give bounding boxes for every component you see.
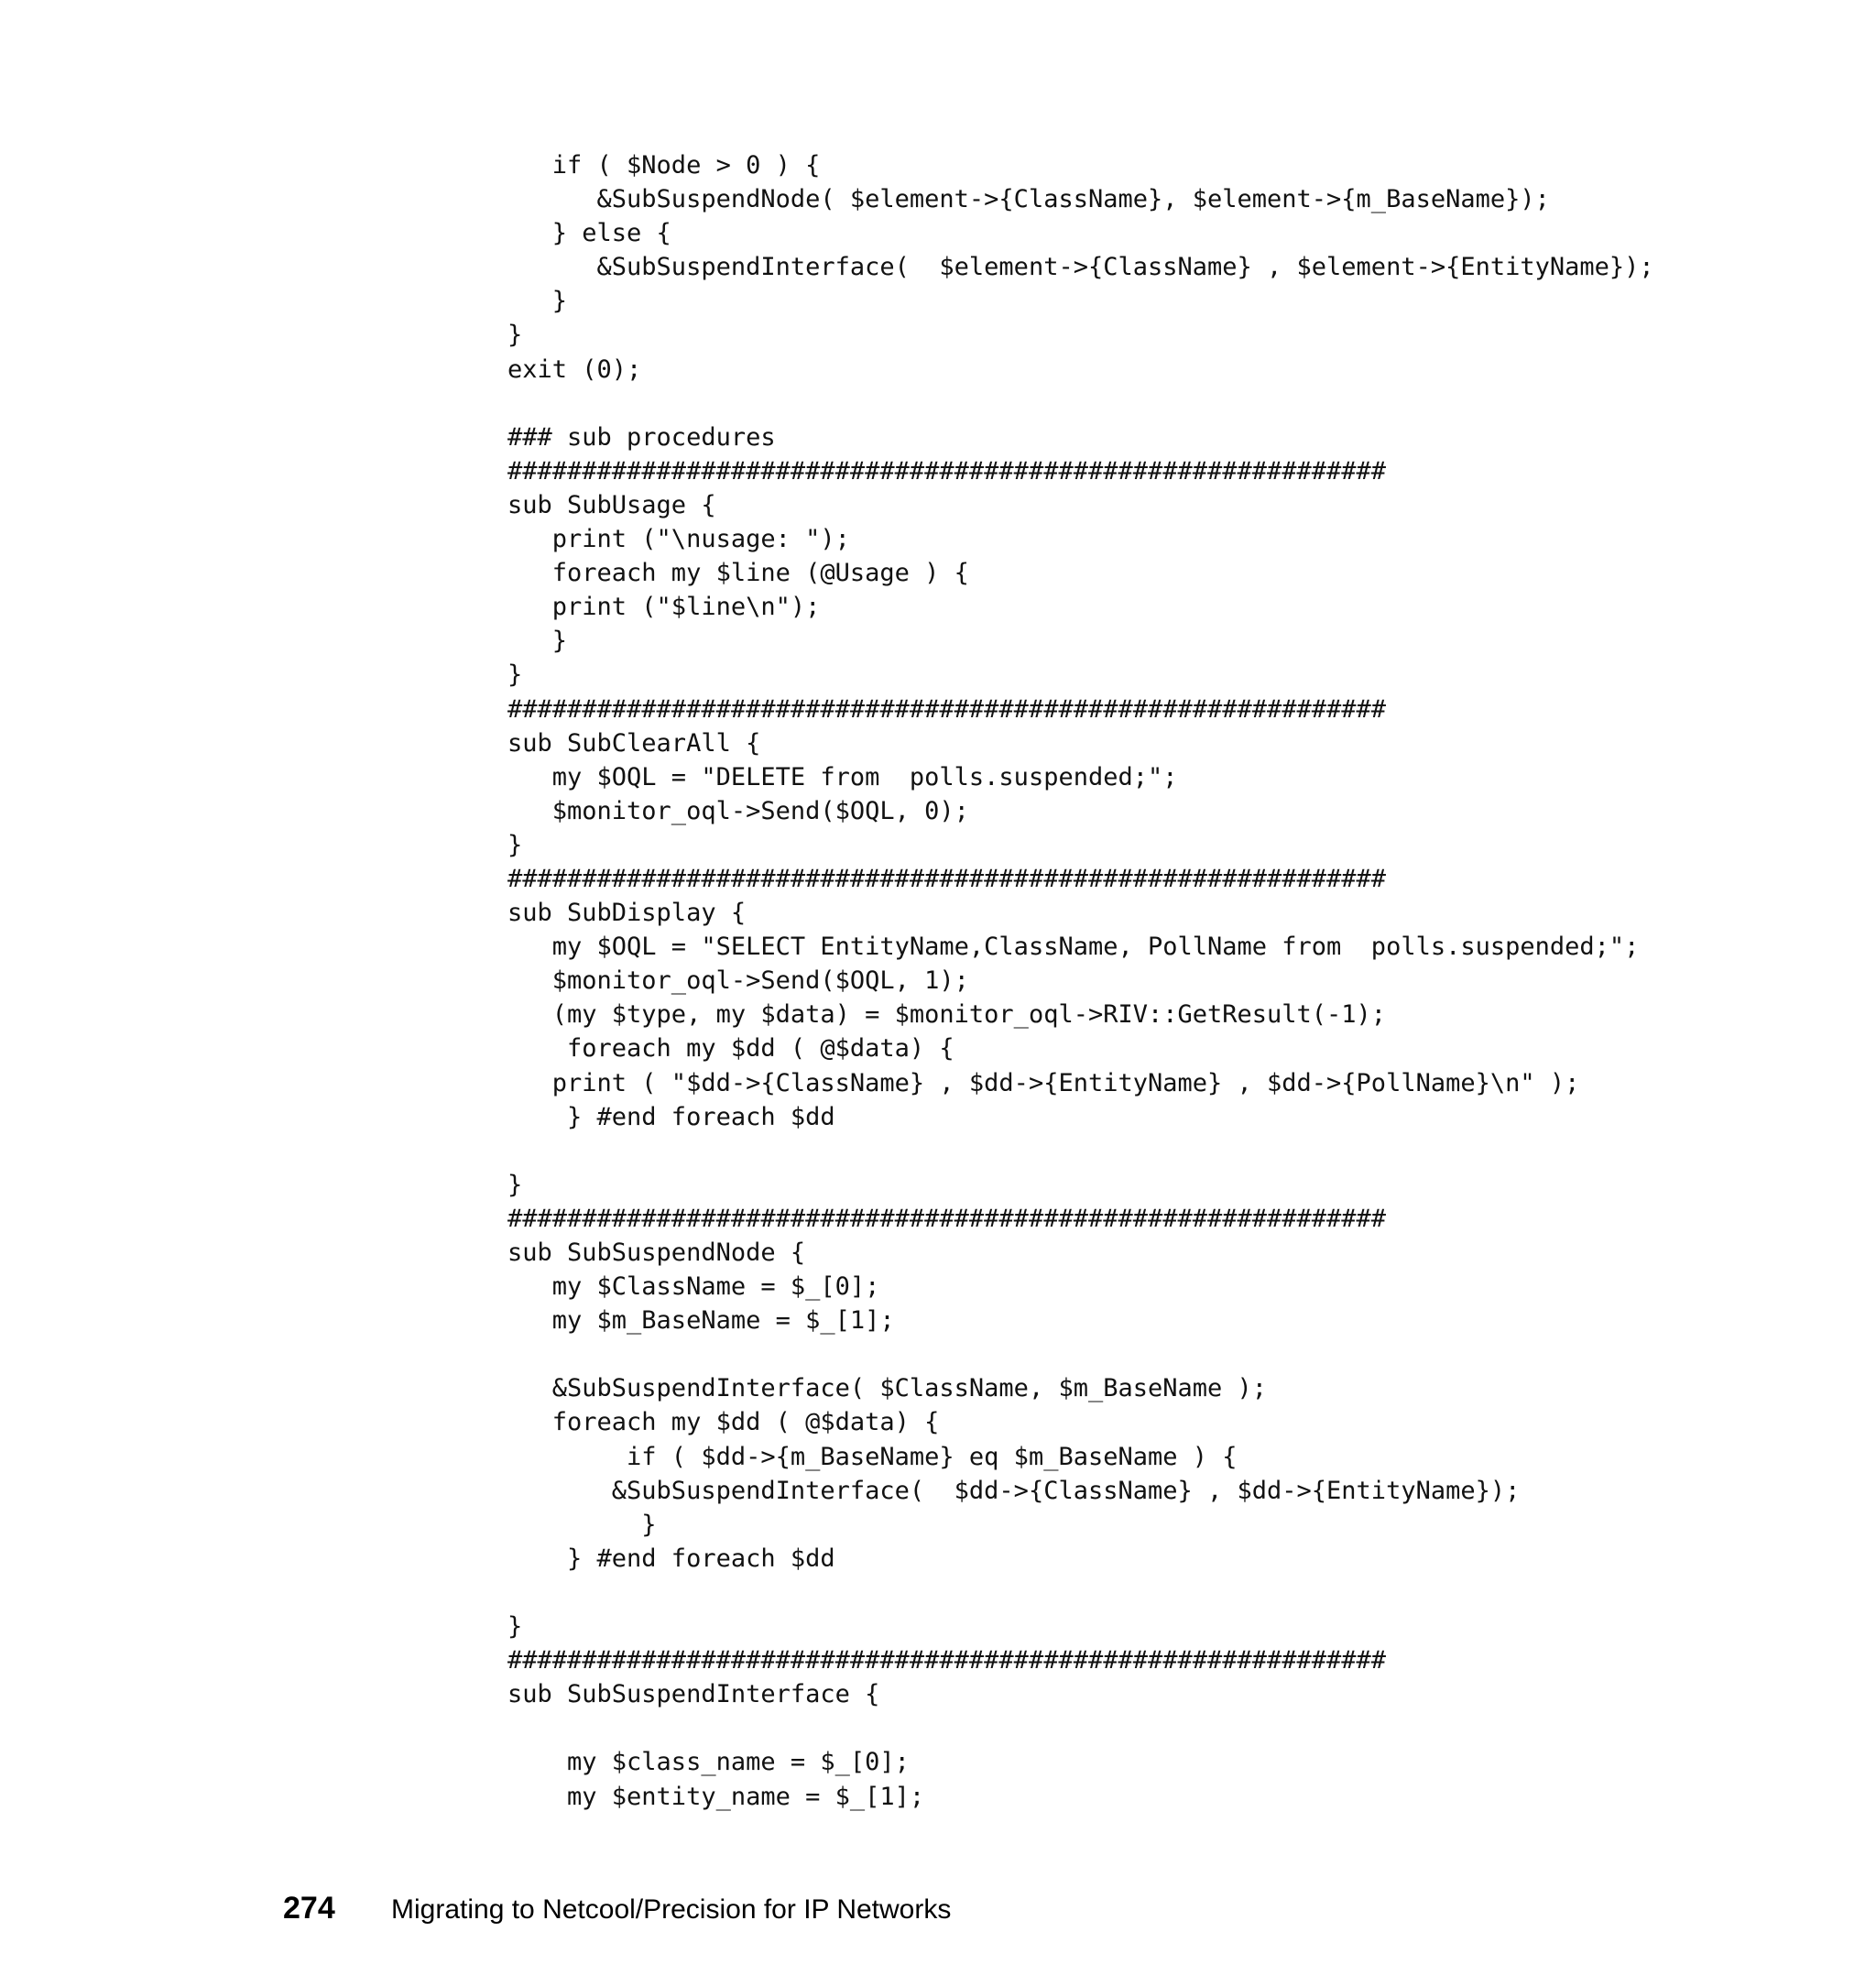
code-line: ### sub procedures [507, 422, 776, 452]
code-line: my $OQL = "DELETE from polls.suspended;"; [507, 762, 1178, 791]
code-line: if ( $dd->{m_BaseName} eq $m_BaseName ) { [507, 1442, 1238, 1471]
code-line [507, 1337, 1836, 1371]
code-line: &SubSuspendInterface( $dd->{ClassName} , $dd->{EntityName}); [507, 1476, 1521, 1505]
code-line: sub SubSuspendNode { [507, 1239, 806, 1267]
code-line: my $class_name = $_[0]; [507, 1748, 910, 1777]
code-line: } else { [507, 219, 671, 248]
code-line: ########################################################### [507, 1204, 1387, 1233]
code-line: foreach my $dd ( @$data) { [507, 1034, 954, 1064]
code-line: ########################################################### [507, 456, 1387, 486]
code-line: } [507, 627, 568, 656]
code-line: sub SubClearAll { [507, 728, 761, 758]
code-line: &SubSuspendInterface( $element->{ClassName} , $element->{EntityName}); [507, 253, 1654, 282]
code-line: print ( "$dd->{ClassName} , $dd->{EntityName} , $dd->{PollName}\n" ); [507, 1068, 1580, 1097]
code-line: (my $type, my $data) = $monitor_oql->RIV::GetResult(-1); [507, 1000, 1387, 1030]
code-line: } #end foreach $dd [507, 1102, 835, 1131]
code-line: } [507, 660, 523, 690]
page-footer [283, 1891, 951, 1946]
code-line: } [507, 1612, 523, 1642]
code-line: exit (0); [507, 355, 642, 384]
code-line: } [507, 321, 523, 350]
code-line: ########################################################### [507, 1646, 1387, 1675]
code-line: } [507, 1170, 523, 1199]
code-line: my $OQL = "SELECT EntityName,ClassName, PollName from polls.suspended;"; [507, 933, 1640, 962]
code-line: } [507, 830, 523, 859]
code-line: sub SubSuspendInterface { [507, 1680, 880, 1709]
code-line: if ( $Node > 0 ) { [507, 151, 821, 180]
code-line: $monitor_oql->Send($OQL, 0); [507, 796, 969, 825]
code-line: } [507, 1510, 657, 1539]
code-line [507, 1711, 1836, 1745]
code-line: sub SubDisplay { [507, 899, 747, 928]
code-line: ########################################################### [507, 694, 1387, 724]
page-number: 274 [283, 1891, 335, 1926]
code-line: foreach my $line (@Usage ) { [507, 559, 969, 588]
code-line: ########################################################### [507, 864, 1387, 893]
code-line: print ("$line\n"); [507, 593, 821, 622]
code-line: sub SubUsage { [507, 490, 716, 519]
code-line: my $ClassName = $_[0]; [507, 1272, 880, 1302]
code-line [507, 1134, 1836, 1168]
code-line: } [507, 287, 568, 316]
code-line [507, 1576, 1836, 1610]
code-line [507, 387, 1836, 420]
code-line: print ("\nusage: "); [507, 525, 850, 554]
code-line: } #end foreach $dd [507, 1544, 835, 1573]
code-line: my $m_BaseName = $_[1]; [507, 1306, 895, 1336]
code-line: $monitor_oql->Send($OQL, 1); [507, 966, 969, 996]
book-title: Migrating to Netcool/Precision for IP Networks [391, 1894, 952, 1925]
code-line: my $entity_name = $_[1]; [507, 1782, 925, 1811]
code-line: &SubSuspendNode( $element->{ClassName}, $element->{m_BaseName}); [507, 185, 1550, 214]
code-line: foreach my $dd ( @$data) { [507, 1408, 940, 1437]
code-line: &SubSuspendInterface( $ClassName, $m_BaseName ); [507, 1374, 1268, 1403]
code-listing [507, 148, 1836, 1814]
